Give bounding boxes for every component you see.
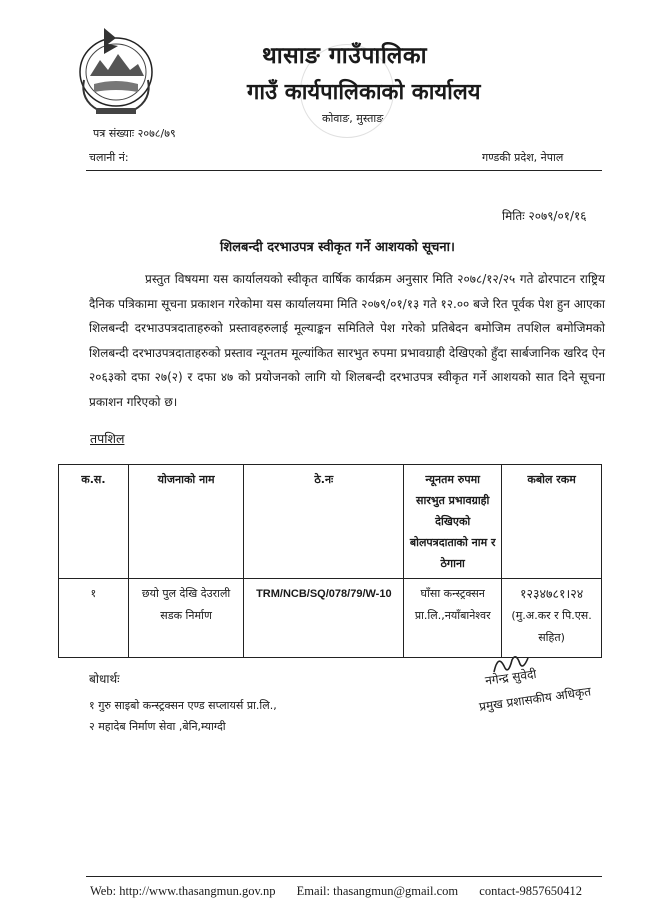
letter-date: मितिः २०७९/०१/१६ (502, 209, 587, 223)
cell-project: छयो पुल देखि देउराली सडक निर्माण (128, 579, 244, 658)
table-header-row (59, 465, 602, 579)
cell-bidder: घाँसा कन्स्ट्रक्सन प्रा.लि.,नयाँबानेश्वर (404, 579, 502, 658)
office-address: कोवाङ, मुस्ताङ (322, 112, 384, 125)
cell-amount (502, 579, 602, 658)
col-header-amount: कबोल रकम (502, 465, 602, 579)
body-paragraph: प्रस्तुत विषयमा यस कार्यालयको स्वीकृत वार्षिक कार्यक्रम अनुसार मिति २०७८/१२/२५ गते ढोरपाटन राष्ट्रिय दैनिक पत्रिकामा सूचना प्रकाशन गरेकोमा यस कार्यालयमा मिति २०७९/०१/१३ गते १२.०० बजे रित पूर्वक पेश हुन आएका शिलबन्दी दरभाउपत्रदाताहरुको प्रस्तावहरुलाई मूल्याङ्कन समितिले पेश गरेको प्रतिबेदन बमोजिम तपशिल बमोजिमको शिलबन्दी दरभाउपत्रदाताहरुको प्रस्ताव न्यूनतम मूल्यांकित सारभुत रुपमा प्रभावग्राही देखिएको हुँदा सार्बजानिक खरिद ऐन २०६३को दफा २७(२) र दफा ४७ को प्रयोजनको लागि यो शिलबन्दी दरभाउपत्र स्वीकृत गर्ने आशयको सात दिने सूचना प्रकाशन गरिएको छ। (89, 272, 605, 409)
col-header-sn: क.स. (59, 465, 129, 579)
dispatch-number: चलानी नं: (89, 151, 129, 164)
organization-name: थासाङ गाउँपालिका (262, 43, 428, 69)
office-name: गाउँ कार्यपालिकाको कार्यालय (247, 80, 481, 105)
cell-sn: १ (59, 579, 129, 658)
header-divider (86, 170, 602, 171)
footer-email-link[interactable]: Email: thasangmun@gmail.com (296, 884, 459, 898)
cc-item: २ महादेब निर्माण सेवा ,बेनि,म्याग्दी (89, 720, 226, 733)
cell-contract-no: TRM/NCB/SQ/078/79/W-10 (244, 579, 404, 658)
subject-heading: शिलबन्दी दरभाउपत्र स्वीकृत गर्ने आशयको सूचना। (220, 240, 455, 255)
footer (90, 884, 600, 899)
footer-contact: contact-9857650412 (479, 884, 583, 898)
amount-value: १२३४७८१।२४ (519, 586, 584, 601)
bid-table (58, 464, 602, 658)
col-header-project: योजनाको नाम (128, 465, 244, 579)
cc-item: १ गुरु साइबो कन्स्ट्रक्सन एण्ड सप्लायर्स प्रा.लि., (89, 699, 277, 712)
table-row (59, 579, 602, 658)
cc-label: बोधार्थः (89, 672, 120, 686)
col-header-contract-no: ठे.नः (244, 465, 404, 579)
footer-website-link[interactable]: Web: http://www.thasangmun.gov.np (90, 884, 276, 898)
signatory-name: नगेन्द्र सुवेदी (484, 666, 538, 688)
signatory-title: प्रमुख प्रशासकीय अधिकृत (478, 684, 592, 714)
nepal-emblem-logo (74, 20, 158, 118)
province-address: गण्डकी प्रदेश, नेपाल (482, 151, 564, 164)
footer-divider (86, 876, 602, 877)
letter-number: पत्र संख्याः २०७८/७९ (93, 127, 176, 140)
details-label: तपशिल (90, 431, 125, 446)
amount-note: (मु.अ.कर र पि.एस. सहित) (511, 609, 592, 644)
col-header-bidder: न्यूनतम रुपमा सारभुत प्रभावग्राही देखिएको बोलपत्रदाताको नाम र ठेगाना (404, 465, 502, 579)
